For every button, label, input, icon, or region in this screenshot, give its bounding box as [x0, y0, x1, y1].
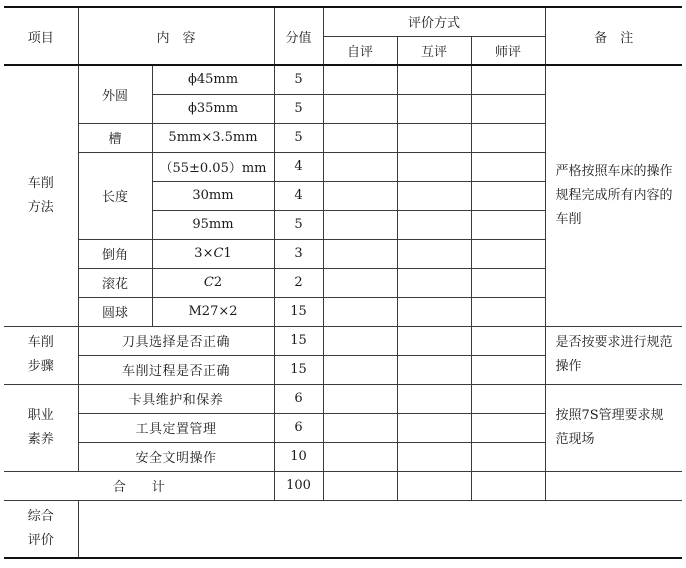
score-cell: 5 — [274, 65, 323, 94]
content-cell: 卡具维护和保养 — [78, 384, 274, 413]
score-cell: 5 — [274, 94, 323, 123]
self-eval-cell[interactable] — [323, 94, 397, 123]
summary-label — [4, 500, 78, 558]
group-length: 长度 — [78, 152, 152, 239]
table-row — [4, 65, 682, 94]
self-eval-cell[interactable] — [323, 297, 397, 326]
section-label-line: 步骤 — [27, 359, 54, 374]
section-label-line: 车削 — [27, 335, 54, 350]
teacher-eval-cell[interactable] — [471, 94, 545, 123]
group-chamfer: 倒角 — [78, 239, 152, 268]
header-row-1 — [4, 7, 682, 36]
content-cell: 安全文明操作 — [78, 442, 274, 471]
self-eval-cell[interactable] — [323, 181, 397, 210]
header-content: 内 容 — [78, 7, 274, 65]
score-cell: 3 — [274, 239, 323, 268]
teacher-eval-cell[interactable] — [471, 65, 545, 94]
summary-label-line: 综合 — [27, 508, 54, 524]
score-cell: 15 — [274, 297, 323, 326]
group-ball: 圆球 — [78, 297, 152, 326]
total-label: 合 计 — [4, 471, 274, 500]
group-knurling: 滚花 — [78, 268, 152, 297]
spec-prefix: 3× — [194, 246, 214, 261]
teacher-eval-cell[interactable] — [471, 413, 545, 442]
summary-label-line: 评价 — [27, 532, 54, 548]
teacher-eval-cell[interactable] — [471, 442, 545, 471]
header-teacher-evaluation: 师评 — [471, 36, 545, 65]
score-cell: 10 — [274, 442, 323, 471]
spec-cell: （55±0.05）mm — [152, 152, 274, 181]
header-remarks: 备 注 — [545, 7, 682, 65]
spec-cell — [152, 239, 274, 268]
summary-row — [4, 500, 682, 558]
self-eval-cell[interactable] — [323, 442, 397, 471]
score-cell: 5 — [274, 210, 323, 239]
peer-eval-cell[interactable] — [397, 65, 471, 94]
remark-professional-quality: 按照7S管理要求规范现场 — [545, 384, 682, 471]
score-cell: 15 — [274, 326, 323, 355]
evaluation-table — [4, 6, 682, 559]
header-self-evaluation: 自评 — [323, 36, 397, 65]
peer-eval-cell[interactable] — [397, 355, 471, 384]
teacher-eval-cell[interactable] — [471, 297, 545, 326]
remark-turning-method: 严格按照车床的操作规程完成所有内容的车削 — [545, 65, 682, 326]
section-label-line: 方法 — [27, 199, 54, 215]
spec-cell — [152, 268, 274, 297]
self-eval-cell[interactable] — [323, 65, 397, 94]
spec-suffix: 1 — [223, 246, 232, 261]
score-cell: 6 — [274, 413, 323, 442]
spec-italic: C — [213, 246, 224, 261]
teacher-eval-cell[interactable] — [471, 471, 545, 500]
score-cell: 6 — [274, 384, 323, 413]
teacher-eval-cell[interactable] — [471, 181, 545, 210]
self-eval-cell[interactable] — [323, 471, 397, 500]
teacher-eval-cell[interactable] — [471, 123, 545, 152]
content-cell: 车削过程是否正确 — [78, 355, 274, 384]
self-eval-cell[interactable] — [323, 239, 397, 268]
header-evaluation-method: 评价方式 — [323, 7, 545, 36]
section-label-turning-method — [4, 65, 78, 326]
spec-cell: 30mm — [152, 181, 274, 210]
spec-cell: 95mm — [152, 210, 274, 239]
total-row — [4, 471, 682, 500]
score-cell: 2 — [274, 268, 323, 297]
peer-eval-cell[interactable] — [397, 297, 471, 326]
spec-cell: ϕ45mm — [152, 65, 274, 94]
self-eval-cell[interactable] — [323, 123, 397, 152]
peer-eval-cell[interactable] — [397, 123, 471, 152]
section-label-turning-steps — [4, 326, 78, 384]
self-eval-cell[interactable] — [323, 210, 397, 239]
header-peer-evaluation: 互评 — [397, 36, 471, 65]
peer-eval-cell[interactable] — [397, 326, 471, 355]
score-cell: 4 — [274, 152, 323, 181]
content-cell: 工具定置管理 — [78, 413, 274, 442]
peer-eval-cell[interactable] — [397, 239, 471, 268]
spec-suffix: 2 — [213, 275, 223, 290]
peer-eval-cell[interactable] — [397, 384, 471, 413]
total-score: 100 — [274, 471, 323, 500]
teacher-eval-cell[interactable] — [471, 384, 545, 413]
section-label-professional-quality — [4, 384, 78, 471]
score-cell: 15 — [274, 355, 323, 384]
self-eval-cell[interactable] — [323, 152, 397, 181]
group-groove: 槽 — [78, 123, 152, 152]
self-eval-cell[interactable] — [323, 268, 397, 297]
teacher-eval-cell[interactable] — [471, 268, 545, 297]
remark-total — [545, 471, 682, 500]
peer-eval-cell[interactable] — [397, 442, 471, 471]
header-item: 项目 — [4, 7, 78, 65]
header-score: 分值 — [274, 7, 323, 65]
summary-comment-area[interactable] — [78, 500, 682, 558]
spec-cell: ϕ35mm — [152, 94, 274, 123]
teacher-eval-cell[interactable] — [471, 355, 545, 384]
section-label-line: 素养 — [27, 431, 54, 447]
peer-eval-cell[interactable] — [397, 181, 471, 210]
spec-cell: 5mm×3.5mm — [152, 123, 274, 152]
table-row — [4, 326, 682, 355]
peer-eval-cell[interactable] — [397, 152, 471, 181]
spec-italic: C — [203, 275, 214, 290]
peer-eval-cell[interactable] — [397, 471, 471, 500]
self-eval-cell[interactable] — [323, 384, 397, 413]
self-eval-cell[interactable] — [323, 355, 397, 384]
teacher-eval-cell[interactable] — [471, 326, 545, 355]
teacher-eval-cell[interactable] — [471, 152, 545, 181]
remark-turning-steps: 是否按要求进行规范操作 — [545, 326, 682, 384]
teacher-eval-cell[interactable] — [471, 239, 545, 268]
table-row — [4, 384, 682, 413]
spec-cell: M27×2 — [152, 297, 274, 326]
content-cell: 刀具选择是否正确 — [78, 326, 274, 355]
peer-eval-cell[interactable] — [397, 94, 471, 123]
section-label-line: 职业 — [27, 407, 54, 423]
self-eval-cell[interactable] — [323, 326, 397, 355]
self-eval-cell[interactable] — [323, 413, 397, 442]
group-outer-circle: 外圆 — [78, 65, 152, 123]
score-cell: 5 — [274, 123, 323, 152]
section-label-line: 车削 — [27, 175, 54, 191]
teacher-eval-cell[interactable] — [471, 210, 545, 239]
peer-eval-cell[interactable] — [397, 413, 471, 442]
peer-eval-cell[interactable] — [397, 268, 471, 297]
peer-eval-cell[interactable] — [397, 210, 471, 239]
score-cell: 4 — [274, 181, 323, 210]
